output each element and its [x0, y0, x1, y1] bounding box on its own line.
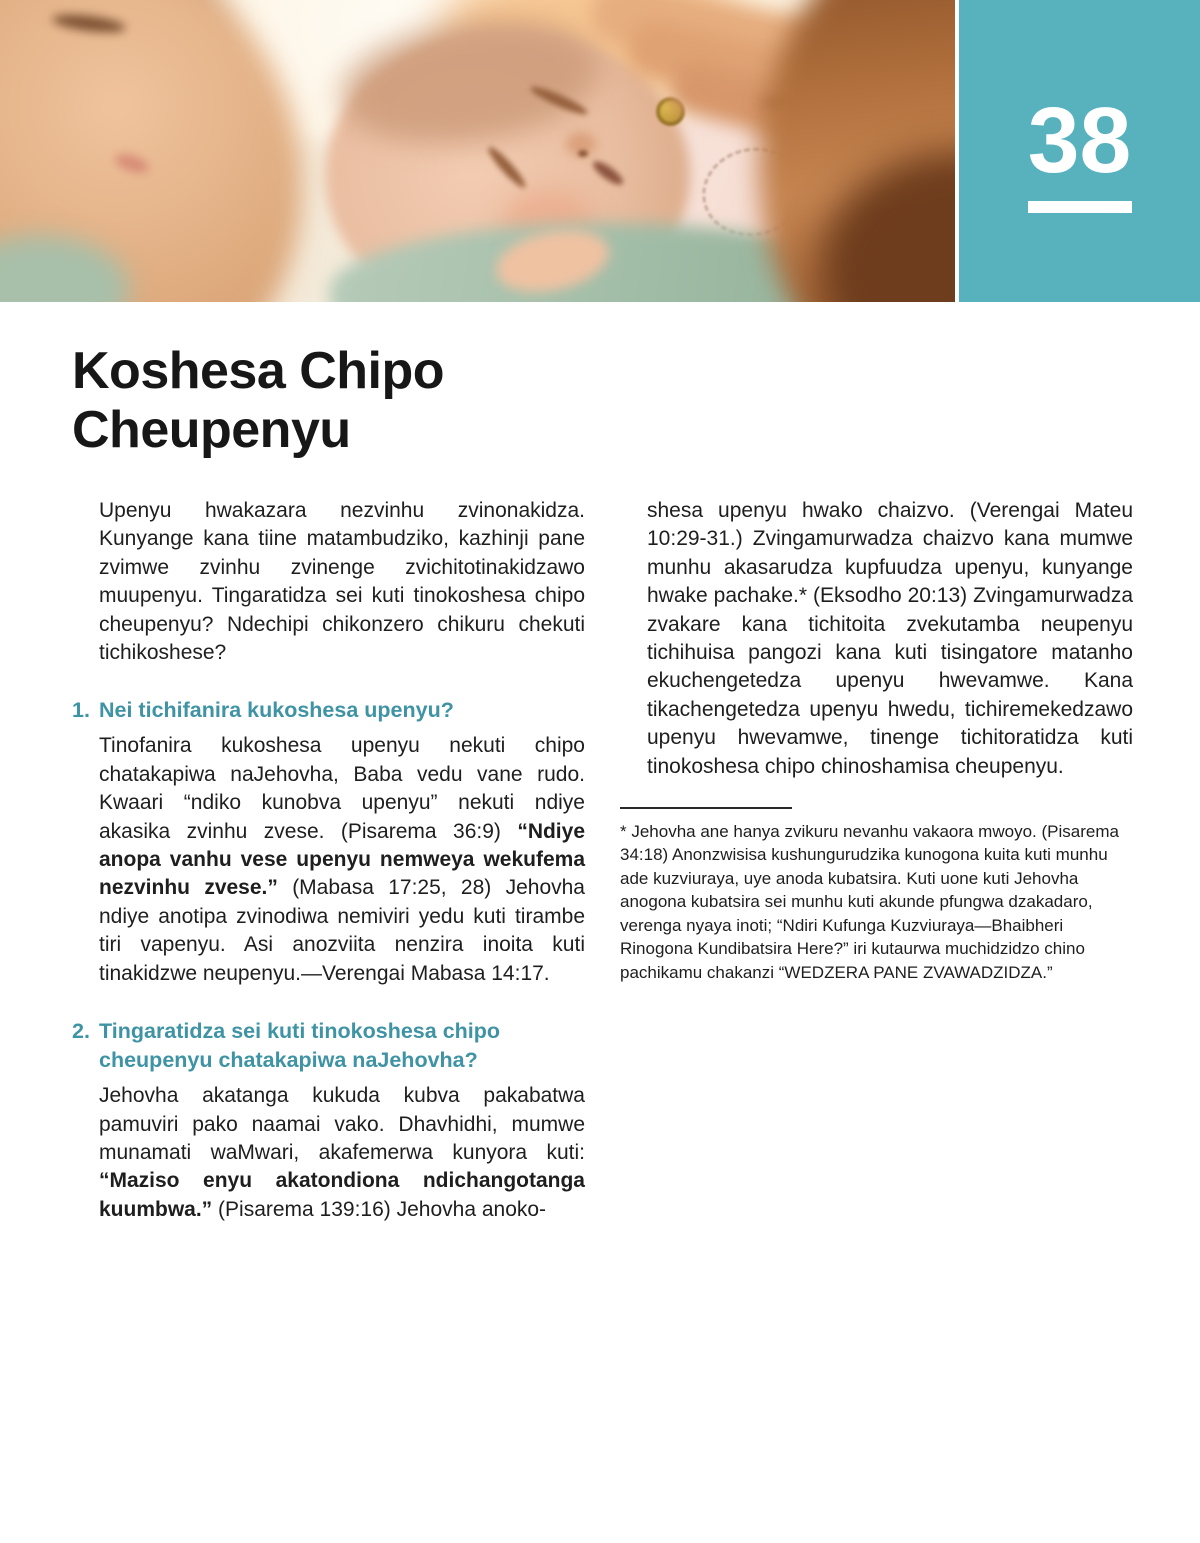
chapter-number-badge — [959, 0, 1200, 302]
baby-nostril — [578, 150, 588, 157]
footnote-text: * Jehovha ane hanya zvikuru nevanhu vakaora mwoyo. (Pisarema 34:18) Anonzwisisa kushungurudzika kunogona kuita kuti munhu ade kuzviuraya, uye anoda kubatsira. Kuti uone kuti Jehovha anogona kubatsira sei munhu kuti akunde pfungwa dzakadaro, verenga nyaya inoti; “Ndiri Kufunga Kuzviuraya—Bhaibheri Rinogona Kundibatsira Here?” iri kutaurwa muchidzidzo chino pachikamu chakanzi “WEDZERA PANE ZVAWADZIDZA.” — [620, 822, 1119, 982]
column-right — [620, 491, 1133, 1224]
question-1-number: 1. — [72, 698, 90, 723]
question-2-number: 2. — [72, 1019, 90, 1044]
footnote-divider — [620, 807, 792, 809]
paragraph-2-continued: shesa upenyu hwako chaizvo. (Verengai Mateu 10:29-31.) Zvingamurwadza chaizvo kana mumwe munhu akasarudza kupfuudza upenyu, kunyange hwake pachake.* (Eksodho 20:13) Zvingamurwadza zvakare kana tichitoita zvekutamba neupenyu tichihuisa pangozi kana kuti tisingatore matanho ekuchengetedza upenyu hwevamwe. Kana tikachengetedza upenyu hwedu, tichiremekedzawo upenyu hwevamwe, tinenge tichitoratidza kuti tinokoshesa chipo chinoshamisa cheupenyu. — [647, 499, 1133, 778]
question-2-text: Tingaratidza sei kuti tinokoshesa chipo cheupenyu chatakapiwa naJehovha? — [99, 1019, 501, 1073]
hero-photo — [0, 0, 955, 302]
question-2 — [72, 1017, 585, 1075]
question-1-text: Nei tichifanira kukoshesa upenyu? — [99, 698, 454, 723]
page-title — [72, 342, 444, 460]
column-left — [72, 491, 585, 1224]
chapter-underline — [1028, 201, 1132, 213]
question-1 — [72, 696, 585, 725]
intro-paragraph: Upenyu hwakazara nezvinhu zvinonakidza. Kunyange kana tiine matambudziko, kazhinji pane zvimwe zvinhu zvinenge zvichitotinakidzawo muupenyu. Tingaratidza sei kuti tinokoshesa chipo cheupenyu? Ndechipi chikonzero chikuru chekuti tichikoshese? — [99, 499, 585, 665]
title-line-2: Cheupenyu — [72, 401, 351, 459]
paragraph-2: Jehovha akatanga kukuda kubva pakabatwa pamuviri pako naamai vako. Dhavhidhi, mumwe munamati waMwari, akafemerwa kunyora kuti: “Maziso enyu akatondiona ndichangotanga kuumbwa.” (Pisarema 139:16) Jehovha anoko- — [99, 1084, 585, 1221]
title-line-1: Koshesa Chipo — [72, 342, 444, 400]
text-columns — [72, 491, 1133, 1224]
chapter-number: 38 — [1027, 88, 1132, 192]
paragraph-1: Tinofanira kukoshesa upenyu nekuti chipo chatakapiwa naJehovha, Baba vedu vane rudo. Kwaari “ndiko kunobva upenyu” nekuti ndiye akasika zvinhu zvese. (Pisarema 36:9) “Ndiye anopa vanhu vese upenyu nemweya wekufema nezvinhu zvese.” (Mabasa 17:25, 28) Jehovha ndiye anotipa zvinodiwa nemiviri yedu kuti tirambe tiri vapenyu. Asi anozviita nenzira inoita kuti tinakidzwe neupenyu.—Verengai Mabasa 14:17. — [99, 734, 585, 985]
